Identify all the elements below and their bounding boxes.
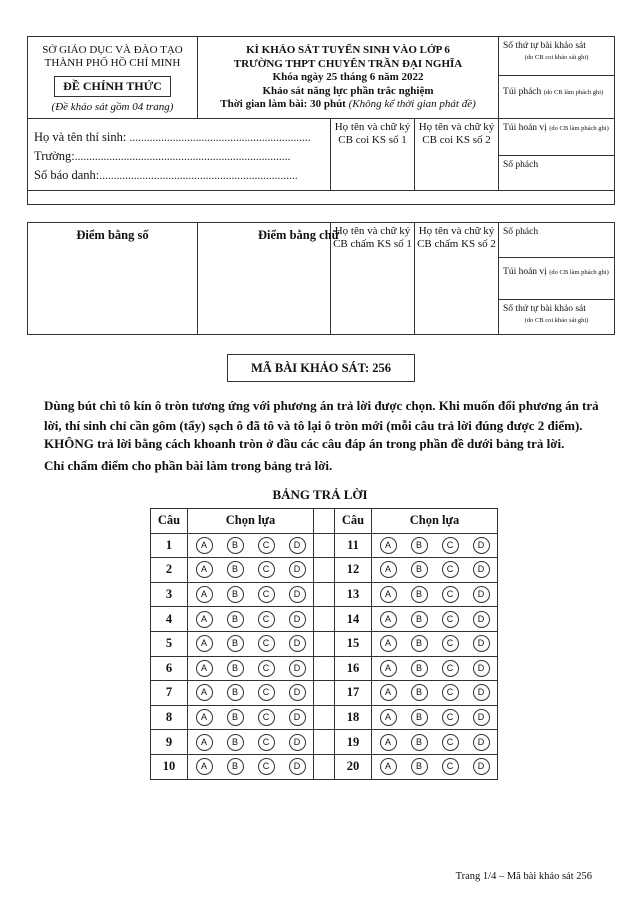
- dept-line1: SỞ GIÁO DỤC VÀ ĐÀO TẠO: [42, 44, 183, 56]
- exam-date: Khóa ngày 25 tháng 6 năm 2022: [272, 71, 424, 83]
- answer-bubble-a[interactable]: A: [196, 635, 213, 652]
- answer-bubble-c[interactable]: C: [442, 684, 459, 701]
- answer-bubble-a[interactable]: A: [380, 635, 397, 652]
- instruction-3: Chỉ chấm điểm cho phần bài làm trong bảng trả lời.: [44, 458, 333, 473]
- answer-row: [151, 656, 498, 681]
- answer-bubble-c[interactable]: C: [442, 561, 459, 578]
- question-number: 2: [151, 558, 188, 583]
- department-cell: [28, 37, 198, 119]
- answer-bubble-c[interactable]: C: [258, 660, 275, 677]
- candidate-school-field[interactable]: ...........................................................................: [74, 151, 291, 163]
- choice-col-header-right: Chọn lựa: [372, 509, 498, 534]
- answer-bubble-a[interactable]: A: [196, 734, 213, 751]
- so-phach-label: Số phách: [503, 160, 539, 170]
- score-number-label: Điểm bằng số: [76, 228, 149, 242]
- answer-bubble-d[interactable]: D: [289, 709, 306, 726]
- answer-options: [188, 631, 314, 656]
- answer-options: [372, 705, 498, 730]
- school-name: TRƯỜNG THPT CHUYÊN TRẦN ĐẠI NGHĨA: [233, 57, 463, 70]
- answer-bubble-a[interactable]: A: [196, 537, 213, 554]
- time-label: Thời gian làm bài: 30 phút: [220, 98, 346, 110]
- question-number: 16: [335, 656, 372, 681]
- answer-options: [372, 730, 498, 755]
- candidate-name-label: Họ và tên thí sinh:: [34, 130, 130, 144]
- answer-bubble-c[interactable]: C: [442, 758, 459, 775]
- grader1-label: Họ tên và chữ ký CB chấm KS số 1: [333, 225, 412, 250]
- answer-bubble-a[interactable]: A: [196, 684, 213, 701]
- answer-sheet-title: BẢNG TRẢ LỜI: [272, 487, 368, 502]
- score-words-label: Điểm bằng chữ: [258, 228, 340, 242]
- answer-row: [151, 631, 498, 656]
- question-number: 3: [151, 582, 188, 607]
- answer-options: [188, 705, 314, 730]
- answer-bubble-b[interactable]: B: [411, 611, 428, 628]
- answer-bubble-c[interactable]: C: [258, 684, 275, 701]
- candidate-name-field[interactable]: ...............................................................: [129, 132, 311, 144]
- answer-bubble-c[interactable]: C: [258, 611, 275, 628]
- answer-bubble-d[interactable]: D: [289, 611, 306, 628]
- answer-bubble-d[interactable]: D: [473, 635, 490, 652]
- question-number: 8: [151, 705, 188, 730]
- answer-bubble-b[interactable]: B: [227, 758, 244, 775]
- answer-bubble-d[interactable]: D: [473, 611, 490, 628]
- grader2-label: Họ tên và chữ ký CB chấm KS số 2: [417, 225, 496, 250]
- answer-row: [151, 730, 498, 755]
- answer-bubble-c[interactable]: C: [258, 561, 275, 578]
- proctor2-label: Họ tên và chữ ký CB coi KS số 2: [418, 121, 495, 146]
- exam-title: KÌ KHẢO SÁT TUYỂN SINH VÀO LỚP 6: [246, 44, 450, 56]
- score-number-cell[interactable]: [28, 223, 198, 335]
- proctor1-cell[interactable]: [331, 119, 415, 191]
- answer-bubble-c[interactable]: C: [442, 660, 459, 677]
- answer-bubble-d[interactable]: D: [473, 561, 490, 578]
- question-number: 7: [151, 681, 188, 706]
- answer-bubble-a[interactable]: A: [380, 709, 397, 726]
- answer-bubble-b[interactable]: B: [227, 561, 244, 578]
- score-seq-no-note: (do CB coi khảo sát ghi): [524, 317, 589, 324]
- answer-options: [188, 681, 314, 706]
- answer-table: [150, 508, 498, 780]
- answer-bubble-b[interactable]: B: [227, 684, 244, 701]
- answer-row: [151, 558, 498, 583]
- tui-hoan-vi-label: Túi hoán vị: [503, 123, 547, 133]
- grader2-cell[interactable]: [415, 223, 499, 335]
- seq-no-label: Số thứ tự bài khảo sát: [503, 41, 586, 51]
- answer-options: [372, 582, 498, 607]
- answer-options: [188, 582, 314, 607]
- answer-bubble-a[interactable]: A: [196, 660, 213, 677]
- exam-info-cell: [198, 37, 499, 119]
- answer-bubble-d[interactable]: D: [473, 758, 490, 775]
- answer-bubble-c[interactable]: C: [258, 586, 275, 603]
- answer-bubble-d[interactable]: D: [289, 734, 306, 751]
- score-tui-hoan-vi-note: (do CB làm phách ghi): [549, 269, 609, 276]
- answer-bubble-b[interactable]: B: [411, 537, 428, 554]
- answer-options: [188, 730, 314, 755]
- answer-bubble-b[interactable]: B: [227, 709, 244, 726]
- answer-bubble-d[interactable]: D: [289, 684, 306, 701]
- answer-bubble-a[interactable]: A: [196, 561, 213, 578]
- seq-no-note: (do CB coi khảo sát ghi): [524, 54, 589, 61]
- answer-bubble-a[interactable]: A: [380, 758, 397, 775]
- answer-bubble-b[interactable]: B: [411, 660, 428, 677]
- question-number: 12: [335, 558, 372, 583]
- question-number: 5: [151, 631, 188, 656]
- answer-bubble-c[interactable]: C: [442, 537, 459, 554]
- answer-bubble-d[interactable]: D: [289, 561, 306, 578]
- question-number: 6: [151, 656, 188, 681]
- answer-bubble-d[interactable]: D: [473, 586, 490, 603]
- answer-bubble-c[interactable]: C: [442, 734, 459, 751]
- answer-bubble-a[interactable]: A: [196, 709, 213, 726]
- answer-bubble-c[interactable]: C: [258, 635, 275, 652]
- question-number: 11: [335, 533, 372, 558]
- answer-options: [372, 558, 498, 583]
- answer-options: [188, 558, 314, 583]
- answer-options: [372, 631, 498, 656]
- answer-options: [372, 607, 498, 632]
- answer-bubble-c[interactable]: C: [442, 611, 459, 628]
- score-seq-no-label: Số thứ tự bài khảo sát: [503, 304, 586, 314]
- answer-bubble-b[interactable]: B: [411, 709, 428, 726]
- page-footer: Trang 1/4 – Mã bài khảo sát 256: [455, 871, 592, 882]
- answer-options: [372, 656, 498, 681]
- candidate-info-cell: [28, 119, 331, 191]
- answer-bubble-a[interactable]: A: [380, 561, 397, 578]
- answer-bubble-d[interactable]: D: [473, 660, 490, 677]
- answer-bubble-b[interactable]: B: [227, 586, 244, 603]
- tui-phach-label: Túi phách: [503, 87, 542, 97]
- answer-bubble-a[interactable]: A: [196, 611, 213, 628]
- candidate-id-label: Số báo danh:: [34, 168, 100, 182]
- candidate-id-field[interactable]: .....................................................................: [99, 170, 298, 182]
- question-col-header-right: Câu: [335, 509, 372, 534]
- time-note: (Không kể thời gian phát đề): [348, 98, 476, 110]
- answer-bubble-c[interactable]: C: [442, 586, 459, 603]
- answer-bubble-b[interactable]: B: [227, 611, 244, 628]
- answer-bubble-a[interactable]: A: [196, 758, 213, 775]
- answer-options: [188, 656, 314, 681]
- answer-bubble-d[interactable]: D: [473, 684, 490, 701]
- answer-bubble-d[interactable]: D: [473, 734, 490, 751]
- answer-bubble-d[interactable]: D: [289, 635, 306, 652]
- answer-row: [151, 681, 498, 706]
- answer-options: [188, 754, 314, 779]
- answer-bubble-b[interactable]: B: [411, 635, 428, 652]
- instruction-2: KHÔNG trả lời bằng cách khoanh tròn ở đầu các câu đáp án trong phần đề dưới bảng trả lời.: [44, 436, 565, 451]
- separator-row-2: [28, 205, 615, 223]
- pages-note: (Đề khảo sát gồm 04 trang): [51, 101, 174, 113]
- tui-phach-note: (do CB làm phách ghi): [543, 89, 604, 96]
- question-number: 15: [335, 631, 372, 656]
- candidate-school-label: Trường:: [34, 149, 75, 163]
- answer-bubble-b[interactable]: B: [411, 734, 428, 751]
- question-number: 10: [151, 754, 188, 779]
- answer-bubble-b[interactable]: B: [411, 684, 428, 701]
- answer-options: [372, 681, 498, 706]
- answer-bubble-a[interactable]: A: [380, 611, 397, 628]
- answer-row: [151, 607, 498, 632]
- answer-bubble-d[interactable]: D: [289, 537, 306, 554]
- score-words-cell[interactable]: [198, 223, 340, 335]
- score-so-phach-label: Số phách: [499, 223, 614, 258]
- answer-bubble-b[interactable]: B: [411, 586, 428, 603]
- answer-bubble-b[interactable]: B: [411, 561, 428, 578]
- answer-bubble-c[interactable]: C: [258, 734, 275, 751]
- instruction-1: Dùng bút chì tô kín ô tròn tương ứng với phương án trả lời được chọn. Khi muốn đổi phương án trả lời, thí sinh chỉ cần gôm (tẩy) sạch ô đã tô và tô lại ô tròn mới (mỗi câu trả lời đúng được 2 điểm).: [44, 398, 599, 433]
- header-table: [27, 36, 615, 335]
- answer-bubble-d[interactable]: D: [473, 709, 490, 726]
- answer-row: [151, 754, 498, 779]
- exam-code: MÃ BÀI KHẢO SÁT: 256: [227, 354, 415, 382]
- exam-subject: Khảo sát năng lực phần trắc nghiệm: [262, 84, 434, 97]
- question-number: 13: [335, 582, 372, 607]
- answer-bubble-a[interactable]: A: [380, 660, 397, 677]
- answer-row: [151, 582, 498, 607]
- tui-hoan-vi-note: (do CB làm phách ghi): [549, 125, 609, 132]
- answer-bubble-b[interactable]: B: [411, 758, 428, 775]
- answer-options: [188, 607, 314, 632]
- question-number: 14: [335, 607, 372, 632]
- answer-bubble-b[interactable]: B: [227, 660, 244, 677]
- dept-line2: THÀNH PHỐ HỒ CHÍ MINH: [44, 57, 181, 69]
- answer-bubble-c[interactable]: C: [442, 709, 459, 726]
- answer-bubble-d[interactable]: D: [473, 537, 490, 554]
- answer-bubble-a[interactable]: A: [380, 734, 397, 751]
- answer-bubble-a[interactable]: A: [380, 586, 397, 603]
- question-number: 1: [151, 533, 188, 558]
- score-tui-hoan-vi-label: Túi hoán vị: [503, 267, 547, 277]
- answer-bubble-d[interactable]: D: [289, 758, 306, 775]
- answer-bubble-c[interactable]: C: [258, 537, 275, 554]
- answer-bubble-d[interactable]: D: [289, 660, 306, 677]
- grader1-cell[interactable]: [331, 223, 415, 335]
- question-number: 18: [335, 705, 372, 730]
- answer-row: [151, 705, 498, 730]
- answer-bubble-b[interactable]: B: [227, 635, 244, 652]
- answer-bubble-a[interactable]: A: [196, 586, 213, 603]
- answer-bubble-c[interactable]: C: [442, 635, 459, 652]
- question-col-header-left: Câu: [151, 509, 188, 534]
- question-number: 17: [335, 681, 372, 706]
- answer-bubble-b[interactable]: B: [227, 537, 244, 554]
- answer-options: [372, 754, 498, 779]
- answer-bubble-a[interactable]: A: [380, 684, 397, 701]
- question-number: 19: [335, 730, 372, 755]
- question-number: 20: [335, 754, 372, 779]
- answer-bubble-c[interactable]: C: [258, 758, 275, 775]
- question-number: 4: [151, 607, 188, 632]
- proctor2-cell[interactable]: [415, 119, 499, 191]
- answer-options: [188, 533, 314, 558]
- answer-bubble-d[interactable]: D: [289, 586, 306, 603]
- proctor1-label: Họ tên và chữ ký CB coi KS số 1: [334, 121, 411, 146]
- answer-bubble-b[interactable]: B: [227, 734, 244, 751]
- choice-col-header-left: Chọn lựa: [188, 509, 314, 534]
- answer-bubble-a[interactable]: A: [380, 537, 397, 554]
- question-number: 9: [151, 730, 188, 755]
- official-label: ĐỀ CHÍNH THỨC: [54, 76, 171, 97]
- answer-bubble-c[interactable]: C: [258, 709, 275, 726]
- answer-options: [372, 533, 498, 558]
- separator-row-1: [28, 191, 615, 205]
- answer-row: [151, 533, 498, 558]
